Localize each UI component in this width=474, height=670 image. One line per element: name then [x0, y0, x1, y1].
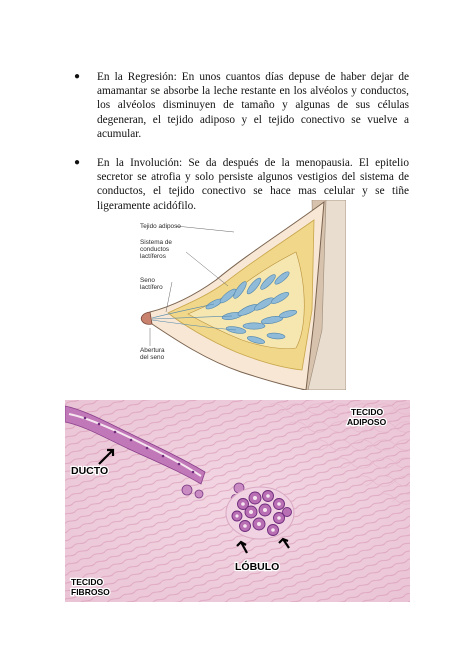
histology-image	[65, 400, 410, 602]
bullet-dot-icon: ●	[74, 71, 81, 82]
diagram-label-sinus: Seno	[140, 277, 155, 284]
histo-label-adipose: ADIPOSO	[347, 417, 387, 427]
histo-label-adipose: TECIDO	[351, 407, 384, 417]
breast-anatomy-diagram	[136, 200, 346, 390]
histo-label-duct: DUCTO	[71, 465, 109, 477]
diagram-label-ducts: lactíferos	[140, 253, 166, 260]
histo-label-fibrous: TECIDO	[71, 577, 104, 587]
diagram-label-opening: del seno	[140, 354, 165, 361]
breast-anatomy-illustration	[136, 200, 346, 390]
histo-label-fibrous: FIBROSO	[71, 587, 110, 597]
diagram-label-adipose: Tejido adiposo	[140, 223, 181, 230]
bullet-text: En la Involución: Se da después de la menopausia. El epitelio secretor se atrofia y solo persiste algunos vestigios del sistema de conductos, el tejido conectivo se hace mas celular y se tiñe ligeramente acidófilo.	[97, 157, 409, 212]
histo-label-lobule: LÓBULO	[235, 561, 280, 573]
bullet-dot-icon: ●	[74, 157, 81, 169]
histology-micrograph	[65, 400, 410, 602]
bullet-regression	[74, 70, 409, 141]
diagram-label-ducts: Sistema de	[140, 239, 172, 246]
diagram-label-opening: Abertura	[140, 347, 165, 354]
diagram-label-sinus: lactífero	[140, 284, 163, 291]
bullet-text: En la Regresión: En unos cuantos días depuse de haber dejar de amamantar se absorbe la leche restante en los alvéolos y conductos, los alvéolos disminuyen de tamaño y algunas de sus células degeneran, el tejido adiposo y el tejido conectivo se vuelve a acumular.	[97, 71, 409, 140]
diagram-label-ducts: conductos	[140, 246, 170, 253]
